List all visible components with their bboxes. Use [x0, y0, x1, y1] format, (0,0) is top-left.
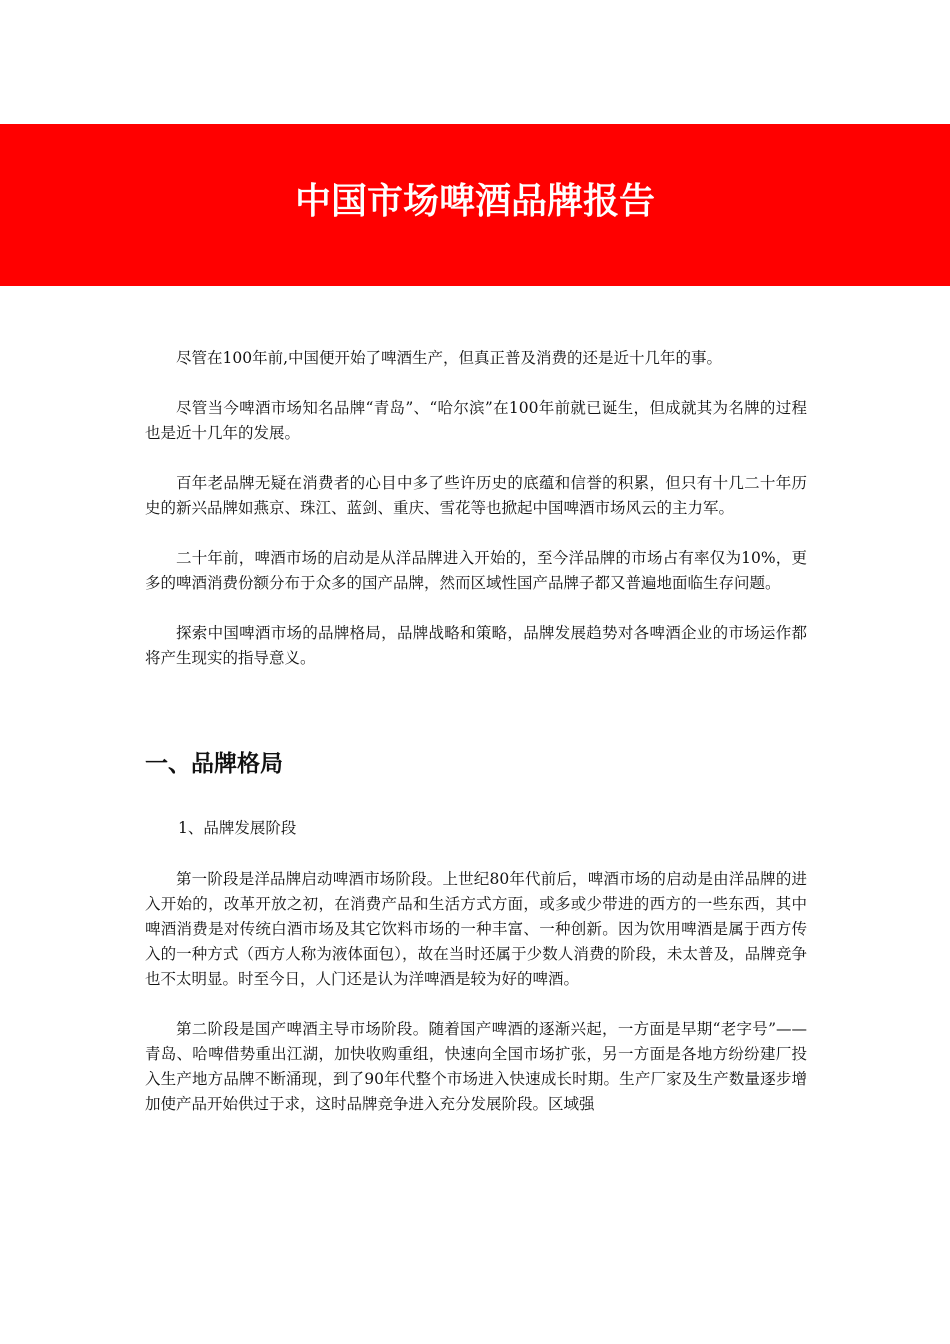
title-banner: [0, 124, 950, 286]
intro-paragraph-5: 探索中国啤酒市场的品牌格局，品牌战略和策略，品牌发展趋势对各啤酒企业的市场运作都将产生现实的指导意义。: [145, 624, 807, 667]
section-paragraph-2: 第二阶段是国产啤酒主导市场阶段。随着国产啤酒的逐渐兴起，一方面是早期“老字号”——青岛、哈啤借势重出江湖，加快收购重组，快速向全国市场扩张，另一方面是各地方纷纷建厂投入生产地方品牌不断涌现，到了90年代整个市场进入快速成长时期。生产厂家及生产数量逐步增加使产品开始供过于求，这时品牌竞争进入充分发展阶段。区域强: [145, 1020, 807, 1113]
intro-paragraph-3: 百年老品牌无疑在消费者的心目中多了些许历史的底蕴和信誉的积累，但只有十几二十年历史的新兴品牌如燕京、珠江、蓝剑、重庆、雪花等也掀起中国啤酒市场风云的主力军。: [145, 474, 807, 517]
intro-paragraph-2: 尽管当今啤酒市场知名品牌“青岛”、“哈尔滨”在100年前就已诞生，但成就其为名牌的过程也是近十几年的发展。: [145, 399, 807, 442]
document-body: [145, 346, 807, 1117]
section-paragraph-1: 第一阶段是洋品牌启动啤酒市场阶段。上世纪80年代前后，啤酒市场的启动是由洋品牌的进入开始的，改革开放之初，在消费产品和生活方式方面，或多或少带进的西方的一些东西，其中啤酒消费是对传统白酒市场及其它饮料市场的一种丰富、一种创新。因为饮用啤酒是属于西方传入的一种方式（西方人称为液体面包），故在当时还属于少数人消费的阶段，未太普及，品牌竞争也不太明显。时至今日，人门还是认为洋啤酒是较为好的啤酒。: [145, 870, 807, 988]
intro-paragraph-1: 尽管在100年前,中国便开始了啤酒生产，但真正普及消费的还是近十几年的事。: [176, 349, 723, 367]
subsection-heading: 1、品牌发展阶段: [178, 819, 297, 837]
document-title: 中国市场啤酒品牌报告: [294, 180, 655, 222]
intro-paragraph-4: 二十年前，啤酒市场的启动是从洋品牌进入开始的，至今洋品牌的市场占有率仅为10%，更多的啤酒消费份额分布于众多的国产品牌，然而区域性国产品牌子都又普遍地面临生存问题。: [145, 549, 807, 592]
section-heading: 一、品牌格局: [145, 751, 283, 777]
